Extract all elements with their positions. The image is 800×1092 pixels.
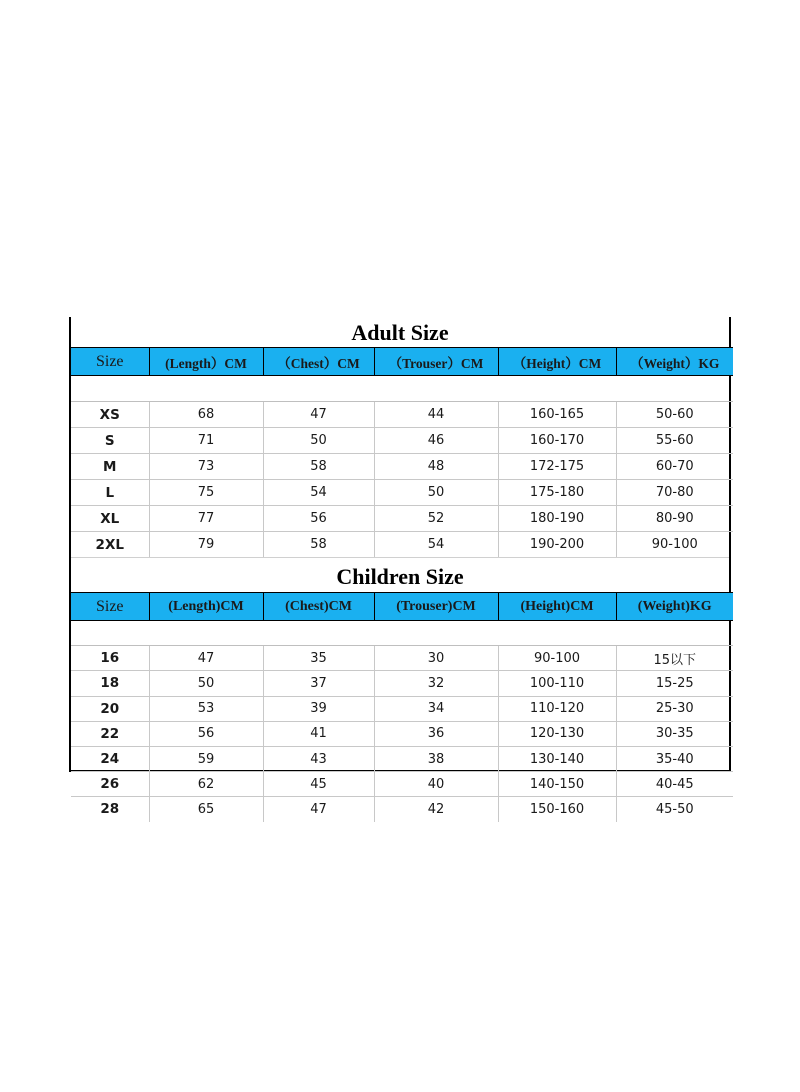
children-cell-weight: 40-45 xyxy=(616,772,733,797)
adult-cell-length: 75 xyxy=(149,480,263,506)
children-cell-length: 50 xyxy=(149,671,263,696)
adult-cell-weight: 80-90 xyxy=(616,506,733,532)
children-cell-weight: 35-40 xyxy=(616,746,733,771)
children-cell-weight: 45-50 xyxy=(616,797,733,822)
adult-table-row xyxy=(71,532,733,558)
children-cell-length: 62 xyxy=(149,772,263,797)
children-cell-height: 130-140 xyxy=(498,746,616,771)
adult-size-table xyxy=(71,347,733,557)
adult-cell-length: 68 xyxy=(149,402,263,428)
children-cell-length: 53 xyxy=(149,696,263,721)
adult-table-row xyxy=(71,454,733,480)
adult-table-row xyxy=(71,402,733,428)
adult-cell-size: L xyxy=(71,480,149,506)
children-table-row xyxy=(71,746,733,771)
children-cell-weight: 25-30 xyxy=(616,696,733,721)
children-cell-size: 24 xyxy=(71,746,149,771)
adult-cell-trouser: 48 xyxy=(374,454,498,480)
children-cell-size: 26 xyxy=(71,772,149,797)
adult-table-body xyxy=(71,376,733,558)
adult-cell-weight: 50-60 xyxy=(616,402,733,428)
children-cell-chest: 41 xyxy=(263,721,374,746)
adult-cell-height: 180-190 xyxy=(498,506,616,532)
adult-header-weight: （Weight）KG xyxy=(616,348,733,376)
children-size-table xyxy=(71,592,733,822)
adult-cell-weight: 90-100 xyxy=(616,532,733,558)
adult-cell-trouser: 44 xyxy=(374,402,498,428)
children-table-row xyxy=(71,696,733,721)
adult-cell-length: 79 xyxy=(149,532,263,558)
children-cell-height: 100-110 xyxy=(498,671,616,696)
adult-cell-chest: 58 xyxy=(263,532,374,558)
children-cell-length: 59 xyxy=(149,746,263,771)
size-chart xyxy=(69,317,731,818)
children-cell-chest: 35 xyxy=(263,646,374,671)
children-table-row xyxy=(71,721,733,746)
children-cell-size: 20 xyxy=(71,696,149,721)
adult-header-size: Size xyxy=(71,348,149,376)
adult-size-title: Adult Size xyxy=(71,317,729,347)
children-header-weight: (Weight)KG xyxy=(616,593,733,621)
children-header-chest: (Chest)CM xyxy=(263,593,374,621)
children-cell-chest: 45 xyxy=(263,772,374,797)
children-cell-trouser: 36 xyxy=(374,721,498,746)
children-header-size: Size xyxy=(71,593,149,621)
children-cell-size: 16 xyxy=(71,646,149,671)
adult-cell-chest: 56 xyxy=(263,506,374,532)
adult-cell-chest: 54 xyxy=(263,480,374,506)
children-cell-trouser: 42 xyxy=(374,797,498,822)
adult-cell-height: 160-165 xyxy=(498,402,616,428)
children-table-row xyxy=(71,772,733,797)
adult-cell-weight: 70-80 xyxy=(616,480,733,506)
adult-header-chest: （Chest）CM xyxy=(263,348,374,376)
children-spacer-row xyxy=(71,621,733,646)
children-cell-size: 22 xyxy=(71,721,149,746)
adult-cell-chest: 50 xyxy=(263,428,374,454)
children-cell-trouser: 34 xyxy=(374,696,498,721)
adult-cell-chest: 58 xyxy=(263,454,374,480)
adult-cell-chest: 47 xyxy=(263,402,374,428)
adult-cell-length: 71 xyxy=(149,428,263,454)
adult-cell-height: 172-175 xyxy=(498,454,616,480)
children-cell-weight: 15以下 xyxy=(616,646,733,671)
adult-cell-length: 77 xyxy=(149,506,263,532)
children-table-row xyxy=(71,797,733,822)
children-size-title: Children Size xyxy=(71,557,729,592)
children-table-row xyxy=(71,671,733,696)
adult-cell-size: 2XL xyxy=(95,536,124,553)
adult-table-row xyxy=(71,480,733,506)
children-cell-chest: 37 xyxy=(263,671,374,696)
adult-cell-trouser: 46 xyxy=(374,428,498,454)
children-cell-trouser: 40 xyxy=(374,772,498,797)
adult-cell-trouser: 52 xyxy=(374,506,498,532)
adult-cell-weight: 55-60 xyxy=(616,428,733,454)
adult-header-row xyxy=(71,348,733,376)
adult-header-length: (Length）CM xyxy=(149,348,263,376)
children-cell-weight: 30-35 xyxy=(616,721,733,746)
children-cell-length: 47 xyxy=(149,646,263,671)
children-cell-height: 120-130 xyxy=(498,721,616,746)
adult-cell-height: 160-170 xyxy=(498,428,616,454)
adult-cell-size: S xyxy=(71,428,149,454)
adult-cell-height: 190-200 xyxy=(498,532,616,558)
adult-table-row xyxy=(71,428,733,454)
adult-cell-size: XS xyxy=(71,402,149,428)
children-header-row xyxy=(71,593,733,621)
children-cell-trouser: 32 xyxy=(374,671,498,696)
children-header-trouser: (Trouser)CM xyxy=(374,593,498,621)
children-cell-chest: 43 xyxy=(263,746,374,771)
children-cell-length: 65 xyxy=(149,797,263,822)
adult-cell-trouser: 50 xyxy=(374,480,498,506)
adult-spacer-row xyxy=(71,376,733,402)
children-cell-chest: 39 xyxy=(263,696,374,721)
adult-cell-length: 73 xyxy=(149,454,263,480)
children-cell-size: 18 xyxy=(71,671,149,696)
adult-table-row xyxy=(71,506,733,532)
children-cell-height: 90-100 xyxy=(498,646,616,671)
adult-cell-size: XL xyxy=(71,506,149,532)
children-cell-length: 56 xyxy=(149,721,263,746)
adult-header-height: （Height）CM xyxy=(498,348,616,376)
children-cell-height: 140-150 xyxy=(498,772,616,797)
children-cell-chest: 47 xyxy=(263,797,374,822)
adult-cell-size: M xyxy=(71,454,149,480)
children-cell-size: 28 xyxy=(100,801,120,818)
adult-cell-trouser: 54 xyxy=(374,532,498,558)
adult-cell-height: 175-180 xyxy=(498,480,616,506)
adult-header-trouser: （Trouser）CM xyxy=(374,348,498,376)
children-cell-trouser: 30 xyxy=(374,646,498,671)
children-header-height: (Height)CM xyxy=(498,593,616,621)
children-cell-trouser: 38 xyxy=(374,746,498,771)
children-table-body xyxy=(71,621,733,822)
adult-cell-weight: 60-70 xyxy=(616,454,733,480)
children-table-row xyxy=(71,646,733,671)
children-cell-height: 150-160 xyxy=(498,797,616,822)
children-header-length: (Length)CM xyxy=(149,593,263,621)
children-cell-weight: 15-25 xyxy=(616,671,733,696)
children-cell-height: 110-120 xyxy=(498,696,616,721)
